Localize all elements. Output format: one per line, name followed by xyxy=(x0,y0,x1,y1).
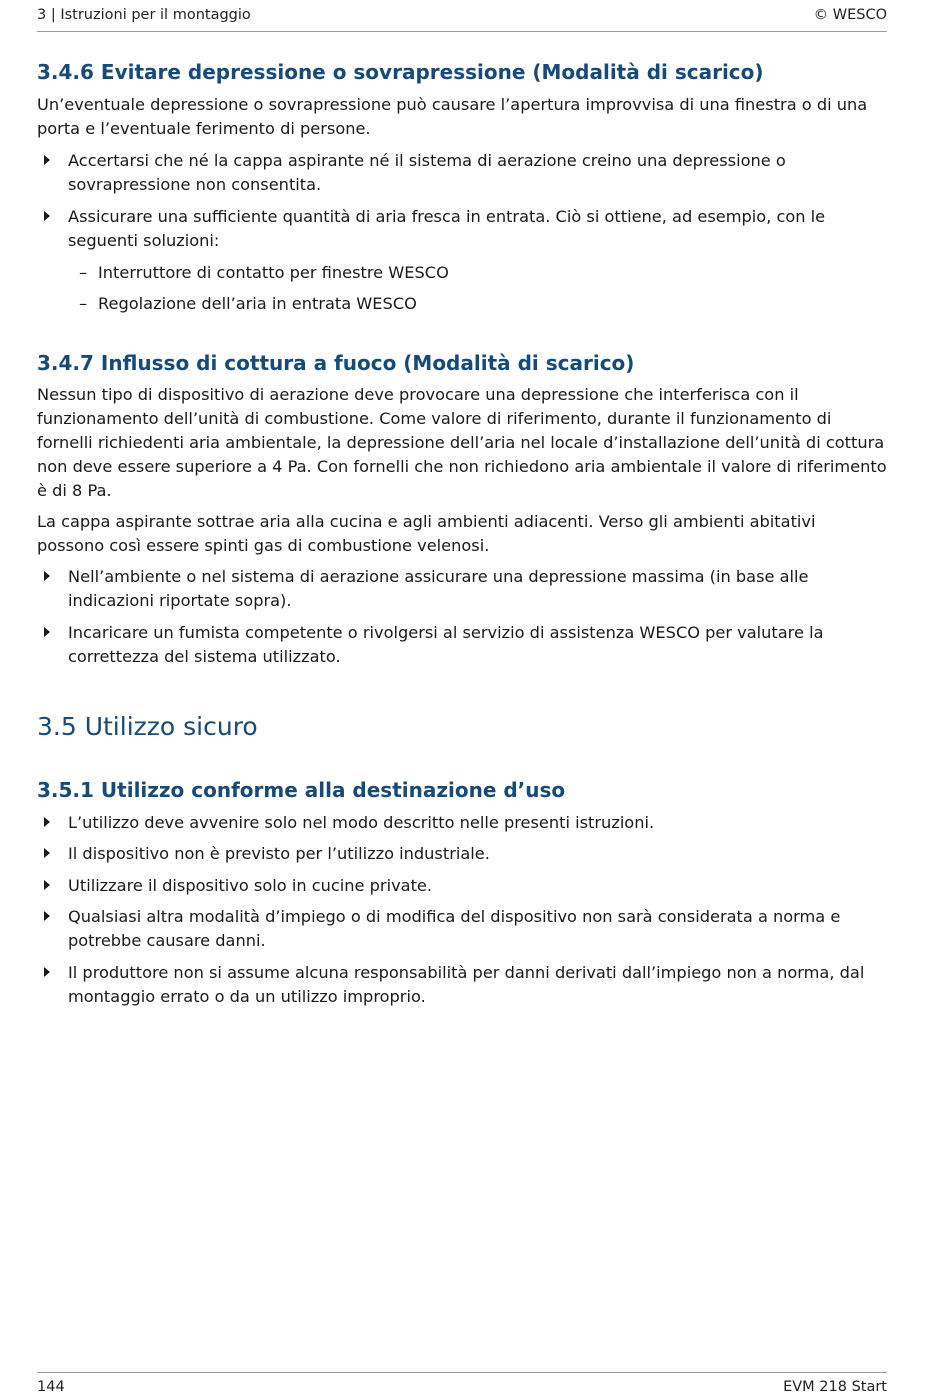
section-3-4-7-paragraph: La cappa aspirante sottrae aria alla cucina e agli ambienti adiacenti. Verso gli ambienti abitativi possono così essere spinti gas di combustione velenosi. xyxy=(37,512,816,555)
dash-icon: – xyxy=(79,263,88,282)
list-item: Accertarsi che né la cappa aspirante né il sistema di aerazione creino una depressione o sovrapressione non consentita. xyxy=(37,149,887,197)
list-item: L’utilizzo deve avvenire solo nel modo descritto nelle presenti istruzioni. xyxy=(37,811,887,835)
bullet-triangle-icon xyxy=(44,848,50,858)
page-number: 144 xyxy=(37,1379,65,1395)
page-header xyxy=(37,7,887,32)
bullet-triangle-icon xyxy=(44,211,50,221)
section-3-5-1-title: 3.5.1 Utilizzo conforme alla destinazione d’uso xyxy=(37,778,566,802)
list-item: Il dispositivo non è previsto per l’utilizzo industriale. xyxy=(37,842,887,866)
bullet-triangle-icon xyxy=(44,817,50,827)
section-3-4-7-paragraph: Nessun tipo di dispositivo di aerazione deve provocare una depressione che interferisca con il funzionamento dell’unità di combustione. Come valore di riferimento, durante il funzionamento di fornelli richiedenti aria ambientale, la depressione dell’aria nel locale d’installazione dell’unità di cottura non deve essere superiore a 4 Pa. Con fornelli che non richiedono aria ambientale il valore di riferimento è di 8 Pa. xyxy=(37,385,887,500)
bullet-triangle-icon xyxy=(44,880,50,890)
list-item: Il produttore non si assume alcuna responsabilità per danni derivati dall’impiego non a norma, dal montaggio errato o da un utilizzo improprio. xyxy=(37,961,887,1009)
list-item: Nell’ambiente o nel sistema di aerazione assicurare una depressione massima (in base alle indicazioni riportate sopra). xyxy=(37,565,887,613)
header-copyright: © WESCO xyxy=(813,7,887,23)
list-item: Qualsiasi altra modalità d’impiego o di modifica del dispositivo non sarà considerata a norma e potrebbe causare danni. xyxy=(37,905,887,953)
section-3-4-6-title: 3.4.6 Evitare depressione o sovrapressione (Modalità di scarico) xyxy=(37,60,764,84)
section-3-4-7-title: 3.4.7 Influsso di cottura a fuoco (Modalità di scarico) xyxy=(37,351,635,375)
sub-list-item: – Regolazione dell’aria in entrata WESCO xyxy=(37,292,887,316)
bullet-triangle-icon xyxy=(44,911,50,921)
bullet-triangle-icon xyxy=(44,967,50,977)
section-3-4-6-intro: Un’eventuale depressione o sovrapressione può causare l’apertura improvvisa di una finestra o di una porta e l’eventuale ferimento di persone. xyxy=(37,95,868,138)
product-name: EVM 218 Start xyxy=(783,1379,887,1395)
dash-icon: – xyxy=(79,294,88,313)
bullet-triangle-icon xyxy=(44,155,50,165)
bullet-triangle-icon xyxy=(44,627,50,637)
header-chapter: 3 | Istruzioni per il montaggio xyxy=(37,7,251,23)
sub-list-item: – Interruttore di contatto per finestre WESCO xyxy=(37,261,887,285)
section-3-5-title: 3.5 Utilizzo sicuro xyxy=(37,712,258,741)
list-item: Utilizzare il dispositivo solo in cucine private. xyxy=(37,874,887,898)
list-item: Assicurare una sufficiente quantità di aria fresca in entrata. Ciò si ottiene, ad esempio, con le seguenti soluzioni: xyxy=(37,205,887,253)
list-item: Incaricare un fumista competente o rivolgersi al servizio di assistenza WESCO per valutare la correttezza del sistema utilizzato. xyxy=(37,621,887,669)
page-footer xyxy=(37,1372,887,1398)
page-content xyxy=(37,58,887,1009)
bullet-triangle-icon xyxy=(44,571,50,581)
